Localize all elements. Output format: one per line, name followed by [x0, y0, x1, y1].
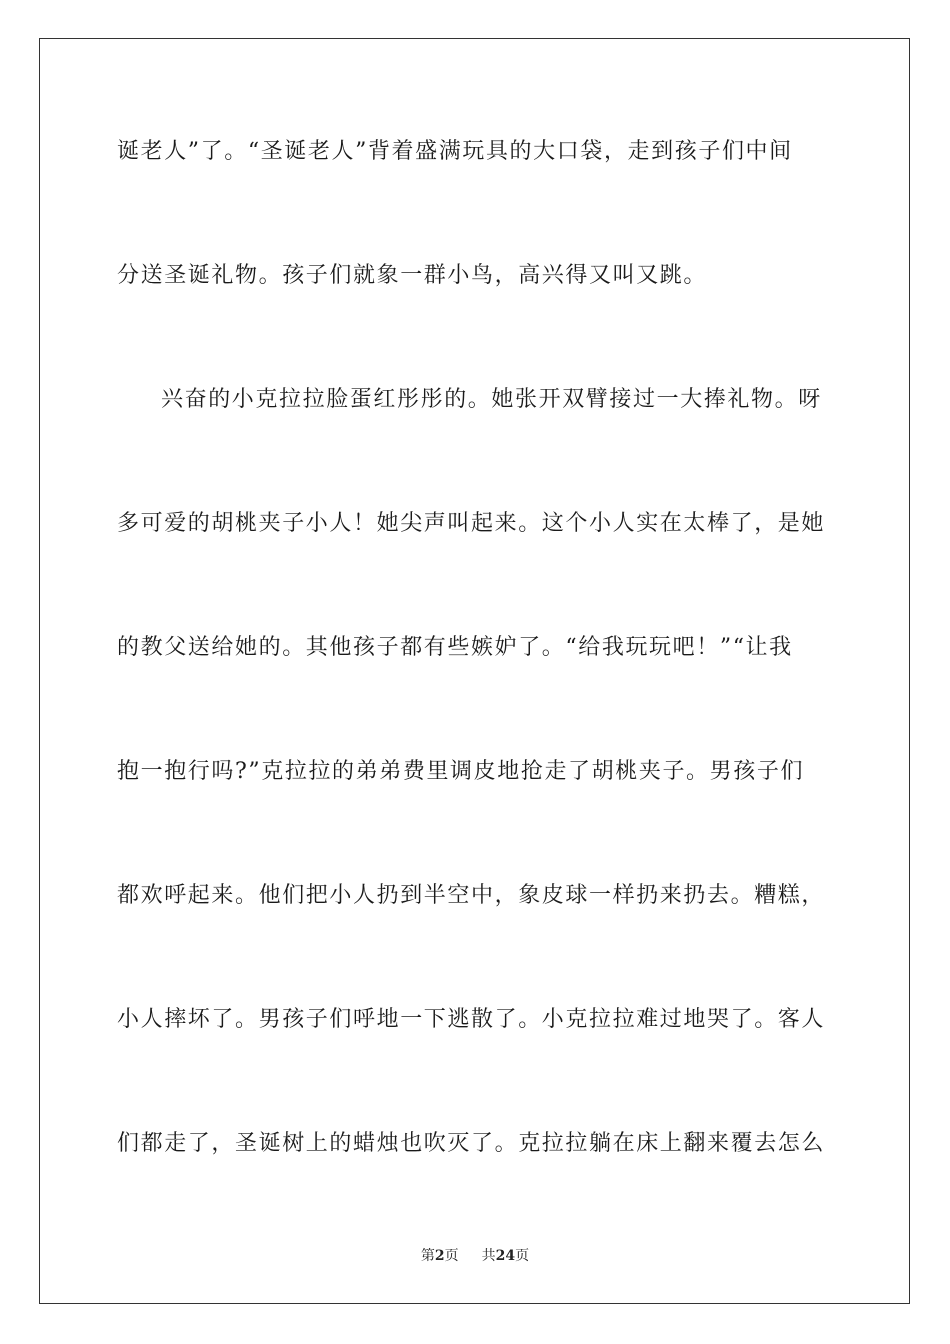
body-text-line-6: 抱一抱行吗?”克拉拉的弟弟费里调皮地抢走了胡桃夹子。男孩子们 — [117, 759, 805, 784]
body-text-line-1: 诞老人”了。“圣诞老人”背着盛满玩具的大口袋，走到孩子们中间 — [117, 139, 793, 164]
body-text-line-4: 多可爱的胡桃夹子小人！她尖声叫起来。这个小人实在太棒了，是她 — [117, 511, 826, 536]
body-text-line-7: 都欢呼起来。他们把小人扔到半空中，象皮球一样扔来扔去。糟糕， — [117, 883, 826, 908]
page-border — [39, 38, 910, 1304]
page-suffix: 页 — [444, 1248, 459, 1264]
total-suffix: 页 — [515, 1248, 530, 1264]
page-number: 2 — [434, 1248, 445, 1264]
body-text-line-5: 的教父送给她的。其他孩子都有些嫉妒了。“给我玩玩吧！”“让我 — [117, 635, 793, 660]
page-number-label — [421, 1247, 459, 1265]
page-prefix: 第 — [420, 1248, 435, 1264]
body-text-line-3: 兴奋的小克拉拉脸蛋红彤彤的。她张开双臂接过一大捧礼物。呀 — [161, 387, 822, 412]
body-text-line-2: 分送圣诞礼物。孩子们就象一群小鸟，高兴得又叫又跳。 — [117, 263, 708, 288]
total-prefix: 共 — [481, 1248, 496, 1264]
body-text-line-9: 们都走了，圣诞树上的蜡烛也吹灭了。克拉拉躺在床上翻来覆去怎么 — [117, 1131, 826, 1156]
total-pages: 24 — [495, 1248, 516, 1264]
total-pages-label — [482, 1247, 529, 1265]
body-text-line-8: 小人摔坏了。男孩子们呼地一下逃散了。小克拉拉难过地哭了。客人 — [117, 1007, 826, 1032]
page-footer — [0, 1247, 950, 1265]
